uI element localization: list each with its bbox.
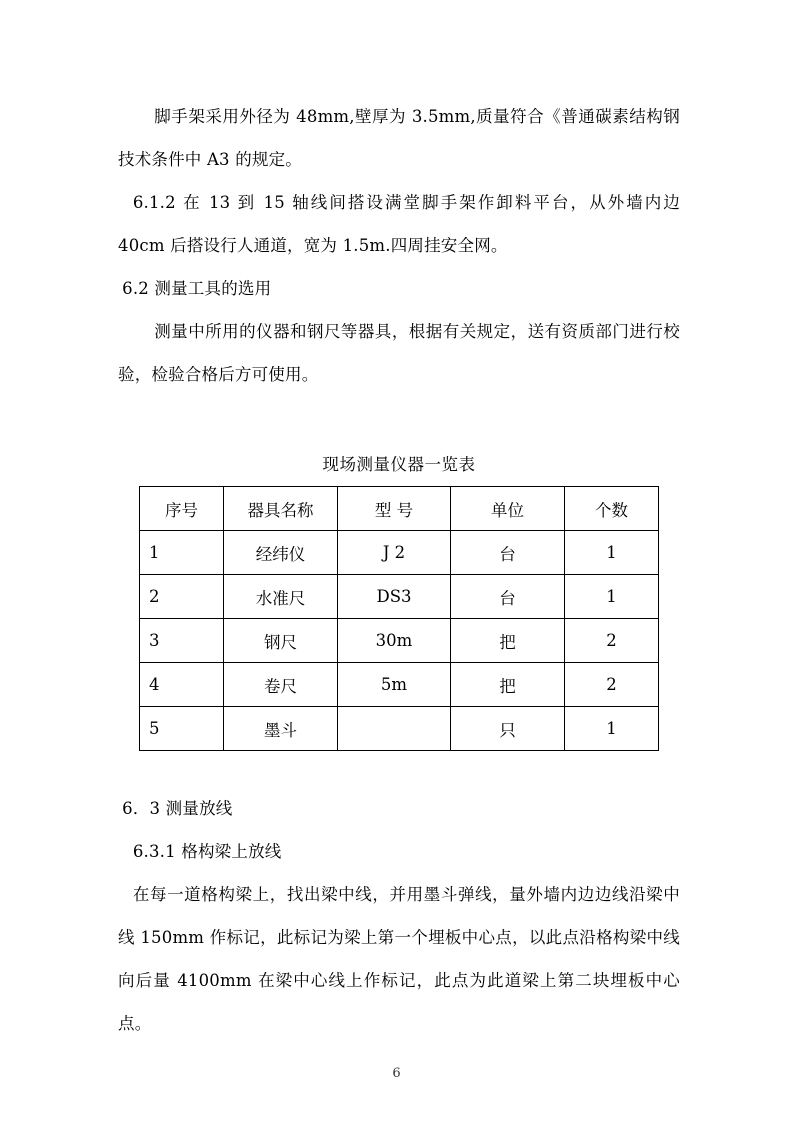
cell-no: 2 [140, 575, 224, 619]
instrument-table-wrapper [118, 486, 680, 751]
cell-unit: 只 [451, 707, 565, 751]
cell-name: 经纬仪 [224, 531, 338, 575]
paragraph-scaffold-spec: 脚手架采用外径为 48mm,壁厚为 3.5mm,质量符合《普通碳素结构钢技术条件中 A3 的规定。 [118, 107, 680, 169]
paragraph-section-6-3-1-body: 在每一道格构梁上，找出梁中线，并用墨斗弹线，量外墙内边边线沿梁中线 150mm 作标记，此标记为梁上第一个埋板中心点，以此点沿格构梁中线向后量 4100mm 在梁中心线上作标记，此点为此道梁上第二块埋板中心点。 [118, 885, 680, 1033]
table-row [140, 575, 659, 619]
cell-qty: 1 [565, 575, 659, 619]
heading-section-6-2: 6.2 测量工具的选用 [122, 279, 272, 298]
cell-unit: 把 [451, 619, 565, 663]
cell-model: 5m [338, 663, 451, 707]
table-body [140, 531, 659, 751]
cell-qty: 1 [565, 707, 659, 751]
cell-qty: 2 [565, 663, 659, 707]
body-top-block [118, 95, 680, 396]
column-header-name: 器具名称 [224, 487, 338, 531]
table-row [140, 619, 659, 663]
cell-qty: 2 [565, 619, 659, 663]
cell-no: 4 [140, 663, 224, 707]
cell-name: 钢尺 [224, 619, 338, 663]
table-header [140, 487, 659, 531]
page-content [118, 95, 680, 1045]
body-bottom-block [118, 787, 680, 1045]
heading-section-6-3: 6．3 测量放线 [122, 799, 233, 818]
cell-unit: 台 [451, 531, 565, 575]
cell-name: 卷尺 [224, 663, 338, 707]
cell-no: 5 [140, 707, 224, 751]
column-header-qty: 个数 [565, 487, 659, 531]
cell-model: DS3 [338, 575, 451, 619]
cell-unit: 台 [451, 575, 565, 619]
column-header-unit: 单位 [451, 487, 565, 531]
cell-model [338, 707, 451, 751]
vertical-spacer [118, 396, 680, 439]
cell-model: 30m [338, 619, 451, 663]
column-header-no: 序号 [140, 487, 224, 531]
table-header-row [140, 487, 659, 531]
heading-section-6-3-1: 6.3.1 格构梁上放线 [132, 842, 282, 861]
page-number: 6 [392, 1066, 401, 1081]
table-row [140, 663, 659, 707]
cell-unit: 把 [451, 663, 565, 707]
cell-no: 3 [140, 619, 224, 663]
cell-qty: 1 [565, 531, 659, 575]
table-caption: 现场测量仪器一览表 [322, 455, 476, 474]
column-header-model: 型 号 [338, 487, 451, 531]
table-row [140, 707, 659, 751]
paragraph-section-6-1-2: 6.1.2 在 13 到 15 轴线间搭设满堂脚手架作卸料平台，从外墙内边 40cm 后搭设行人通道，宽为 1.5m.四周挂安全网。 [118, 193, 680, 255]
cell-no: 1 [140, 531, 224, 575]
instrument-table [139, 486, 659, 751]
cell-name: 墨斗 [224, 707, 338, 751]
table-row [140, 531, 659, 575]
cell-model: J 2 [338, 531, 451, 575]
paragraph-section-6-2-body: 测量中所用的仪器和钢尺等器具，根据有关规定，送有资质部门进行校验，检验合格后方可使用。 [118, 322, 680, 384]
cell-name: 水准尺 [224, 575, 338, 619]
